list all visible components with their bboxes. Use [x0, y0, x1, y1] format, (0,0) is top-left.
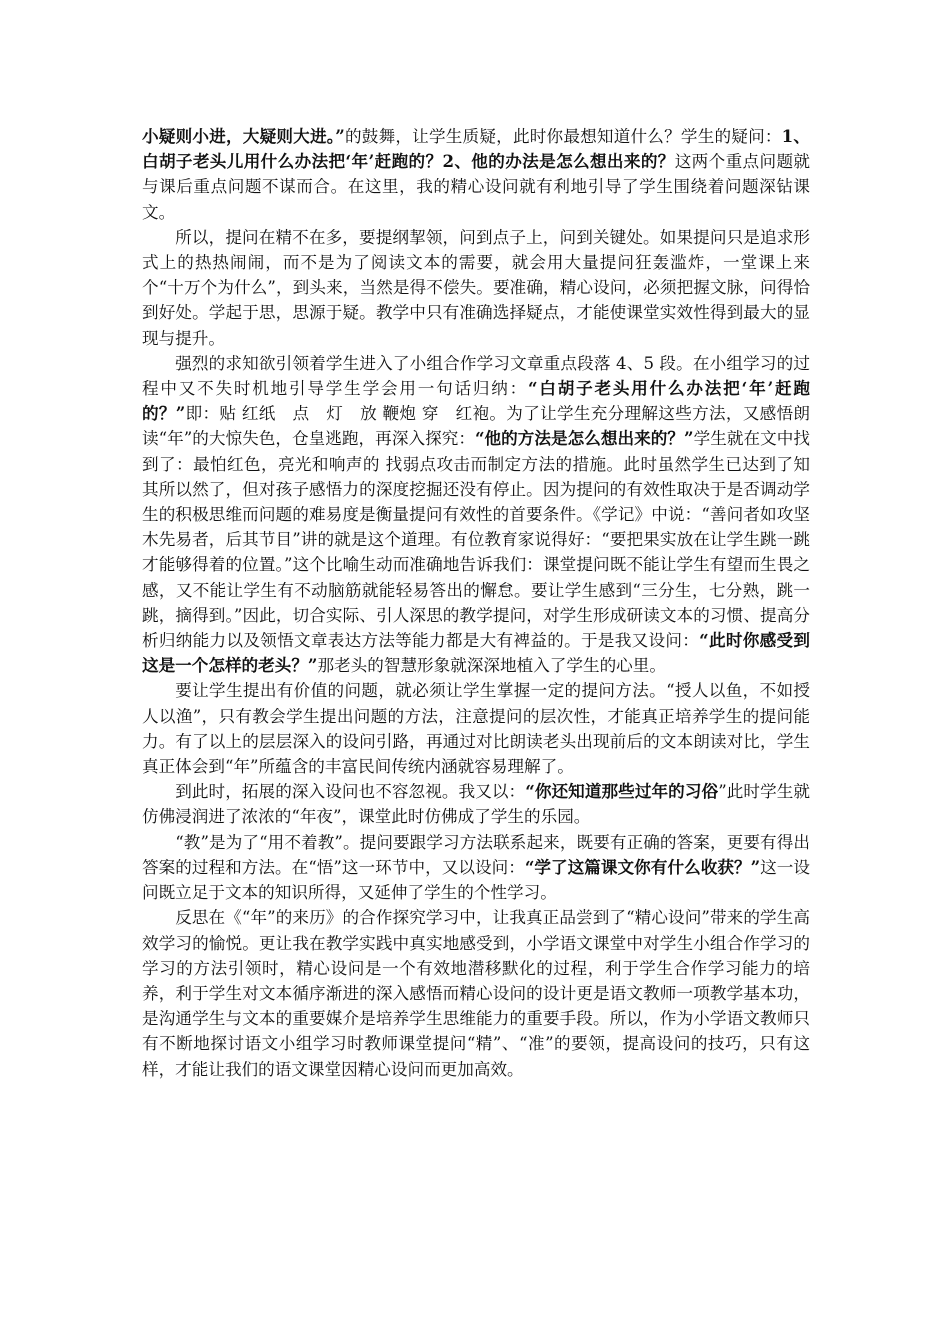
bold-run: 1、白胡子老头儿用什么办法把‘年’赶跑的？2、他的办法是怎么想出来的？: [142, 126, 811, 172]
paragraph-2: [142, 225, 810, 351]
text-run: 学生就在文中找到了：最怕红色，亮光和响声的 找弱点攻击而制定方法的措施。此时虽然学生已达到了知其所以然了，但对孩子感悟力的深度挖掘还没有停止。因为提问的有效性取决于是否调动学生的积极思维而问题的难易度是衡量提问有效性的首要条件。《学记》中说：“善问者如攻坚木先易者，后其节目”讲的就是这个道理。有位教育家说得好：“要把果实放在让学生跳一跳才能够得着的位置。”这个比喻生动而准确地告诉我们：课堂提问既不能让学生有望而生畏之感，又不能让学生有不动脑筋就能轻易答出的懈怠。要让学生感到“三分生，七分熟，跳一跳，摘得到。”因此，切合实际、引人深思的教学提问，对学生形成研读文本的习惯、提高分析归纳能力以及领悟文章表达方法等能力都是大有裨益的。于是我又设问：: [142, 429, 811, 651]
text-run: 这一设问既立足于文本的知识所得，又延伸了学生的个性学习。: [142, 857, 811, 903]
text-run: “教”是为了“用不着教”。提问要跟学习方法联系起来，既要有正确的答案，更要有得出答案的过程和方法。在“悟”这一环节中，又以设问：: [142, 832, 810, 877]
paragraph-3: [142, 351, 810, 679]
text-run: 强烈的求知欲引领着学生进入了小组合作学习文章重点段落 4、5 段。在小组学习的过程中又不失时机地引导学生学会用一句话归纳：: [142, 353, 810, 399]
paragraph-4: [142, 678, 810, 779]
bold-run: “此时你感受到这是一个怎样的老头？”: [142, 630, 811, 676]
paragraph-1: [142, 124, 810, 225]
text-run: 的鼓舞，让学生质疑，此时你最想知道什么？学生的疑问：: [344, 127, 782, 146]
text-run: 这两个重点问题就与课后重点问题不谋而合。在这里，我的精心设问就有利地引导了学生围绕着问题深钻课文。: [142, 152, 810, 222]
text-run: 所以，提问在精不在多，要提纲挈领，问到点子上，问到关键处。如果提问只是追求形式上的热热闹闹，而不是为了阅读文本的需要，就会用大量提问狂轰滥炸，一堂课上来个“十万个为什么”，到头来，当然是得不偿失。要准确，精心设问，必须把握文脉，问得恰到好处。学起于思，思源于疑。教学中只有准确选择疑点，才能使课堂实效性得到最大的显现与提升。: [142, 227, 810, 348]
bold-run: “你还知道那些过年的习俗: [525, 781, 719, 802]
text-run: 到此时，拓展的深入设问也不容忽视。我又以：: [175, 782, 526, 802]
text-run: 那老头的智慧形象就深深地植入了学生的心里。: [317, 656, 666, 676]
bold-run: “白胡子老头用什么办法把‘年’赶跑的？”: [142, 378, 810, 424]
bold-run: “学了这篇课文你有什么收获？”: [524, 856, 761, 877]
paragraph-5: [142, 779, 810, 829]
text-run: 要让学生提出有价值的问题，就必须让学生掌握一定的提问方法。“授人以鱼，不如授人以渔”，只有教会学生提出问题的方法，注意提问的层次性，才能真正培养学生的提问能力。有了以上的层层深入的设问引路，再通过对比朗读老头出现前后的文本朗读对比，学生真正体会到“年”所蕴含的丰富民间传统内涵就容易理解了。: [142, 681, 810, 777]
paragraph-7: [142, 905, 810, 1081]
text-run: ”此时学生就仿佛浸润进了浓浓的“年夜”，课堂此时仿佛成了学生的乐园。: [142, 782, 811, 827]
bold-run: 小疑则小进，大疑则大进。”: [142, 126, 345, 146]
text-run: 即：贴 红纸 点 灯 放 鞭炮 穿 红袍。为了让学生充分理解这些方法，又感悟朗读“年”的大惊失色，仓皇逃跑，再深入探究：: [142, 404, 810, 449]
bold-run: “他的方法是怎么想出来的？”: [474, 428, 694, 449]
paragraph-6: [142, 830, 810, 906]
document-body: [142, 124, 810, 1082]
text-run: 反思在《“年”的来历》的合作探究学习中，让我真正品尝到了“精心设问”带来的学生高效学习的愉悦。更让我在教学实践中真实地感受到，小学语文课堂中对学生小组合作学习的学习的方法引领时，精心设问是一个有效地潜移默化的过程，利于学生合作学习能力的培养，利于学生对文本循序渐进的深入感悟而精心设问的设计更是语文教师一项教学基本功，是沟通学生与文本的重要媒介是培养学生思维能力的重要手段。所以，作为小学语文教师只有不断地探讨语文小组学习时教师课堂提问“精”、“准”的要领，提高设问的技巧，只有这样，才能让我们的语文课堂因精心设问而更加高效。: [142, 908, 810, 1079]
